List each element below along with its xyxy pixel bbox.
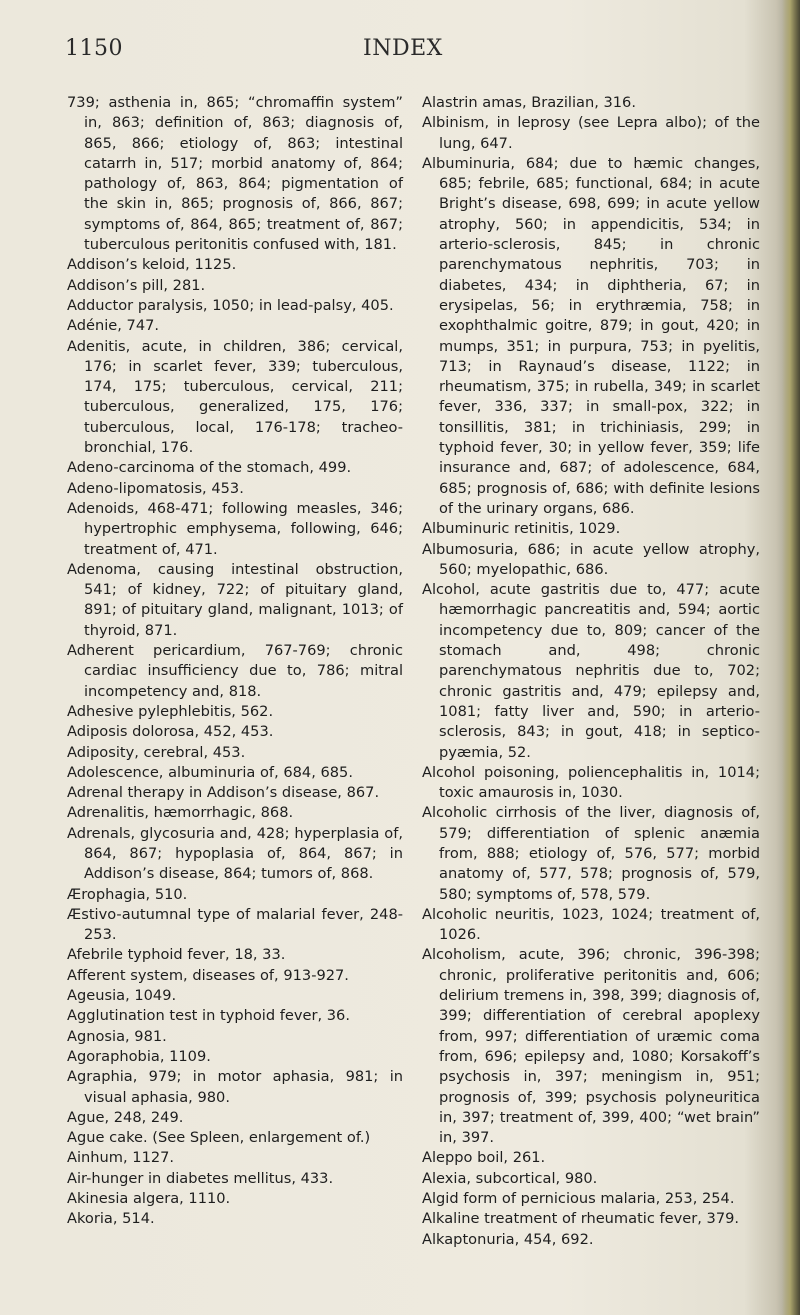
index-entry: Albuminuria, 684; due to hæmic changes, 685; febrile, 685; functional, 684; in acute Bright’s disease, 698, 699; in acute yellow atrophy, 560; in appendicitis, 534; in arterio-sclerosis, 845; in chronic parenchymatous nephritis, 703; in diabetes, 434; in diphtheria, 67; in erysipelas, 56; in erythræmia, 758; in exophthalmic goitre, 879; in gout, 420; in mumps, 351; in purpura, 753; in pyelitis, 713; in Raynaud’s disease, 1122; in rheumatism, 375; in rubella, 349; in scarlet fever, 336, 337; in small-pox, 322; in tonsillitis, 381; in trichiniasis, 299; in typhoid fever, 30; in yellow fever, 359; life insurance and, 687; of adolescence, 684, 685; prognosis of, 686; with definite lesions of the urinary organs, 686.: [422, 154, 760, 517]
index-entry: Adolescence, albuminuria of, 684, 685.: [67, 763, 353, 781]
index-entry: Addison’s pill, 281.: [67, 276, 206, 294]
index-entry: Albinism, in leprosy (see Lepra albo); of the lung, 647.: [422, 114, 760, 152]
index-entry: Adrenalitis, hæmorrhagic, 868.: [67, 804, 294, 822]
index-entry: Akinesia algera, 1110.: [67, 1190, 231, 1208]
index-entry: Alcoholism, acute, 396; chronic, 396-398; chronic, proliferative peritonitis and, 606; delirium tremens in, 398, 399; diagnosis of, 399; differentiation of cerebral apoplexy from, 997; differentiation of uræmic coma from, 696; epilepsy and, 1080; Korsakoff’s psychosis in, 397; meningism in, 951; prognosis of, 399; psychosis polyneuritica in, 397; treatment of, 399, 400; “wet brain” in, 397.: [422, 946, 760, 1147]
index-entry: Ague cake. (See Spleen, enlargement of.): [67, 1129, 371, 1147]
index-column-right: [422, 93, 760, 1250]
index-entry: Adenoma, causing intestinal obstruction, 541; of kidney, 722; of pituitary gland, 891; of pituitary gland, malignant, 1013; of thyroid, 871.: [67, 560, 403, 639]
index-entry: Ærophagia, 510.: [67, 885, 188, 903]
index-entry: Adenoids, 468-471; following measles, 346; hypertrophic emphysema, following, 646; treatment of, 471.: [67, 499, 403, 558]
index-entry: Ague, 248, 249.: [67, 1108, 184, 1126]
index-entry: Æstivo-autumnal type of malarial fever, 248-253.: [67, 905, 403, 944]
index-entry: Ainhum, 1127.: [67, 1149, 175, 1167]
index-entry: Agoraphobia, 1109.: [67, 1047, 211, 1065]
index-entry: Adherent pericardium, 767-769; chronic cardiac insufficiency due to, 786; mitral incompetency and, 818.: [67, 642, 403, 700]
index-entry: Agraphia, 979; in motor aphasia, 981; in visual aphasia, 980.: [67, 1068, 403, 1106]
page-edge-shadow: [782, 0, 800, 1315]
index-entry: Adiposis dolorosa, 452, 453.: [67, 723, 274, 741]
index-entry: Alastrin amas, Brazilian, 316.: [422, 94, 636, 111]
index-entry: Alcoholic cirrhosis of the liver, diagnosis of, 579; differentiation of splenic anæmia from, 888; etiology of, 576, 577; morbid anatomy of, 577, 578; prognosis of, 579, 580; symptoms of, 578, 579.: [422, 804, 760, 903]
index-entry: Adductor paralysis, 1050; in lead-palsy, 405.: [67, 296, 394, 314]
index-entry: Ageusia, 1049.: [67, 987, 177, 1005]
index-entry: Afebrile typhoid fever, 18, 33.: [67, 946, 286, 964]
index-entry: Adenitis, acute, in children, 386; cervical, 176; in scarlet fever, 339; tuberculous, 174, 175; tuberculous, cervical, 211; tuberculous, generalized, 175, 176; tuberculous, local, 176-178; tracheo-bronchial, 176.: [67, 337, 403, 457]
index-entry: Aleppo boil, 261.: [422, 1149, 546, 1167]
index-column-left: [67, 93, 403, 1230]
index-entry: Albumosuria, 686; in acute yellow atrophy, 560; myelopathic, 686.: [422, 540, 760, 578]
index-entry: Adeno-carcinoma of the stomach, 499.: [67, 459, 352, 477]
index-entry: Adeno-lipomatosis, 453.: [67, 479, 244, 497]
index-entry: Afferent system, diseases of, 913-927.: [67, 966, 349, 984]
index-entry: Albuminuric retinitis, 1029.: [422, 520, 621, 538]
index-entry: Adrenal therapy in Addison’s disease, 867.: [67, 784, 380, 802]
index-entry: Alcoholic neuritis, 1023, 1024; treatment of, 1026.: [422, 905, 760, 944]
index-entry: Adiposity, cerebral, 453.: [67, 743, 246, 761]
index-entry: Air-hunger in diabetes mellitus, 433.: [67, 1169, 334, 1187]
running-title: INDEX: [363, 36, 443, 61]
index-entry: Agnosia, 981.: [67, 1027, 167, 1045]
index-entry: Alkaline treatment of rheumatic fever, 379.: [422, 1210, 740, 1228]
index-entry: Adhesive pylephlebitis, 562.: [67, 702, 274, 720]
page-header: [0, 36, 800, 70]
index-entry: Alcohol poisoning, poliencephalitis in, 1014; toxic amaurosis in, 1030.: [422, 763, 760, 802]
index-entry: Akoria, 514.: [67, 1210, 155, 1228]
index-entry: Adénie, 747.: [67, 317, 160, 335]
index-entry: Alexia, subcortical, 980.: [422, 1169, 598, 1187]
page-number: 1150: [65, 36, 123, 61]
index-entry: Addison’s keloid, 1125.: [67, 256, 237, 274]
index-entry: Alcohol, acute gastritis due to, 477; acute hæmorrhagic pancreatitis and, 594; aortic incompetency due to, 809; cancer of the stomach and, 498; chronic parenchymatous nephritis due to, 702; chronic gastritis and, 479; epilepsy and, 1081; fatty liver and, 590; in arterio-sclerosis, 843; in gout, 418; in septico-pyæmia, 52.: [422, 581, 760, 761]
index-entry: Adrenals, glycosuria and, 428; hyperplasia of, 864, 867; hypoplasia of, 864, 867; in Addison’s disease, 864; tumors of, 868.: [67, 824, 403, 883]
index-entry: 739; asthenia in, 865; “chromaffin system” in, 863; definition of, 863; diagnosis of, 865, 866; etiology of, 863; intestinal catarrh in, 517; morbid anatomy of, 864; pathology of, 863, 864; pigmentation of the skin in, 865; prognosis of, 866, 867; symptoms of, 864, 865; treatment of, 867; tuberculous peritonitis confused with, 181.: [67, 94, 403, 254]
index-entry: Alkaptonuria, 454, 692.: [422, 1230, 594, 1248]
index-entry: Agglutination test in typhoid fever, 36.: [67, 1007, 350, 1025]
index-entry: Algid form of pernicious malaria, 253, 254.: [422, 1190, 735, 1208]
